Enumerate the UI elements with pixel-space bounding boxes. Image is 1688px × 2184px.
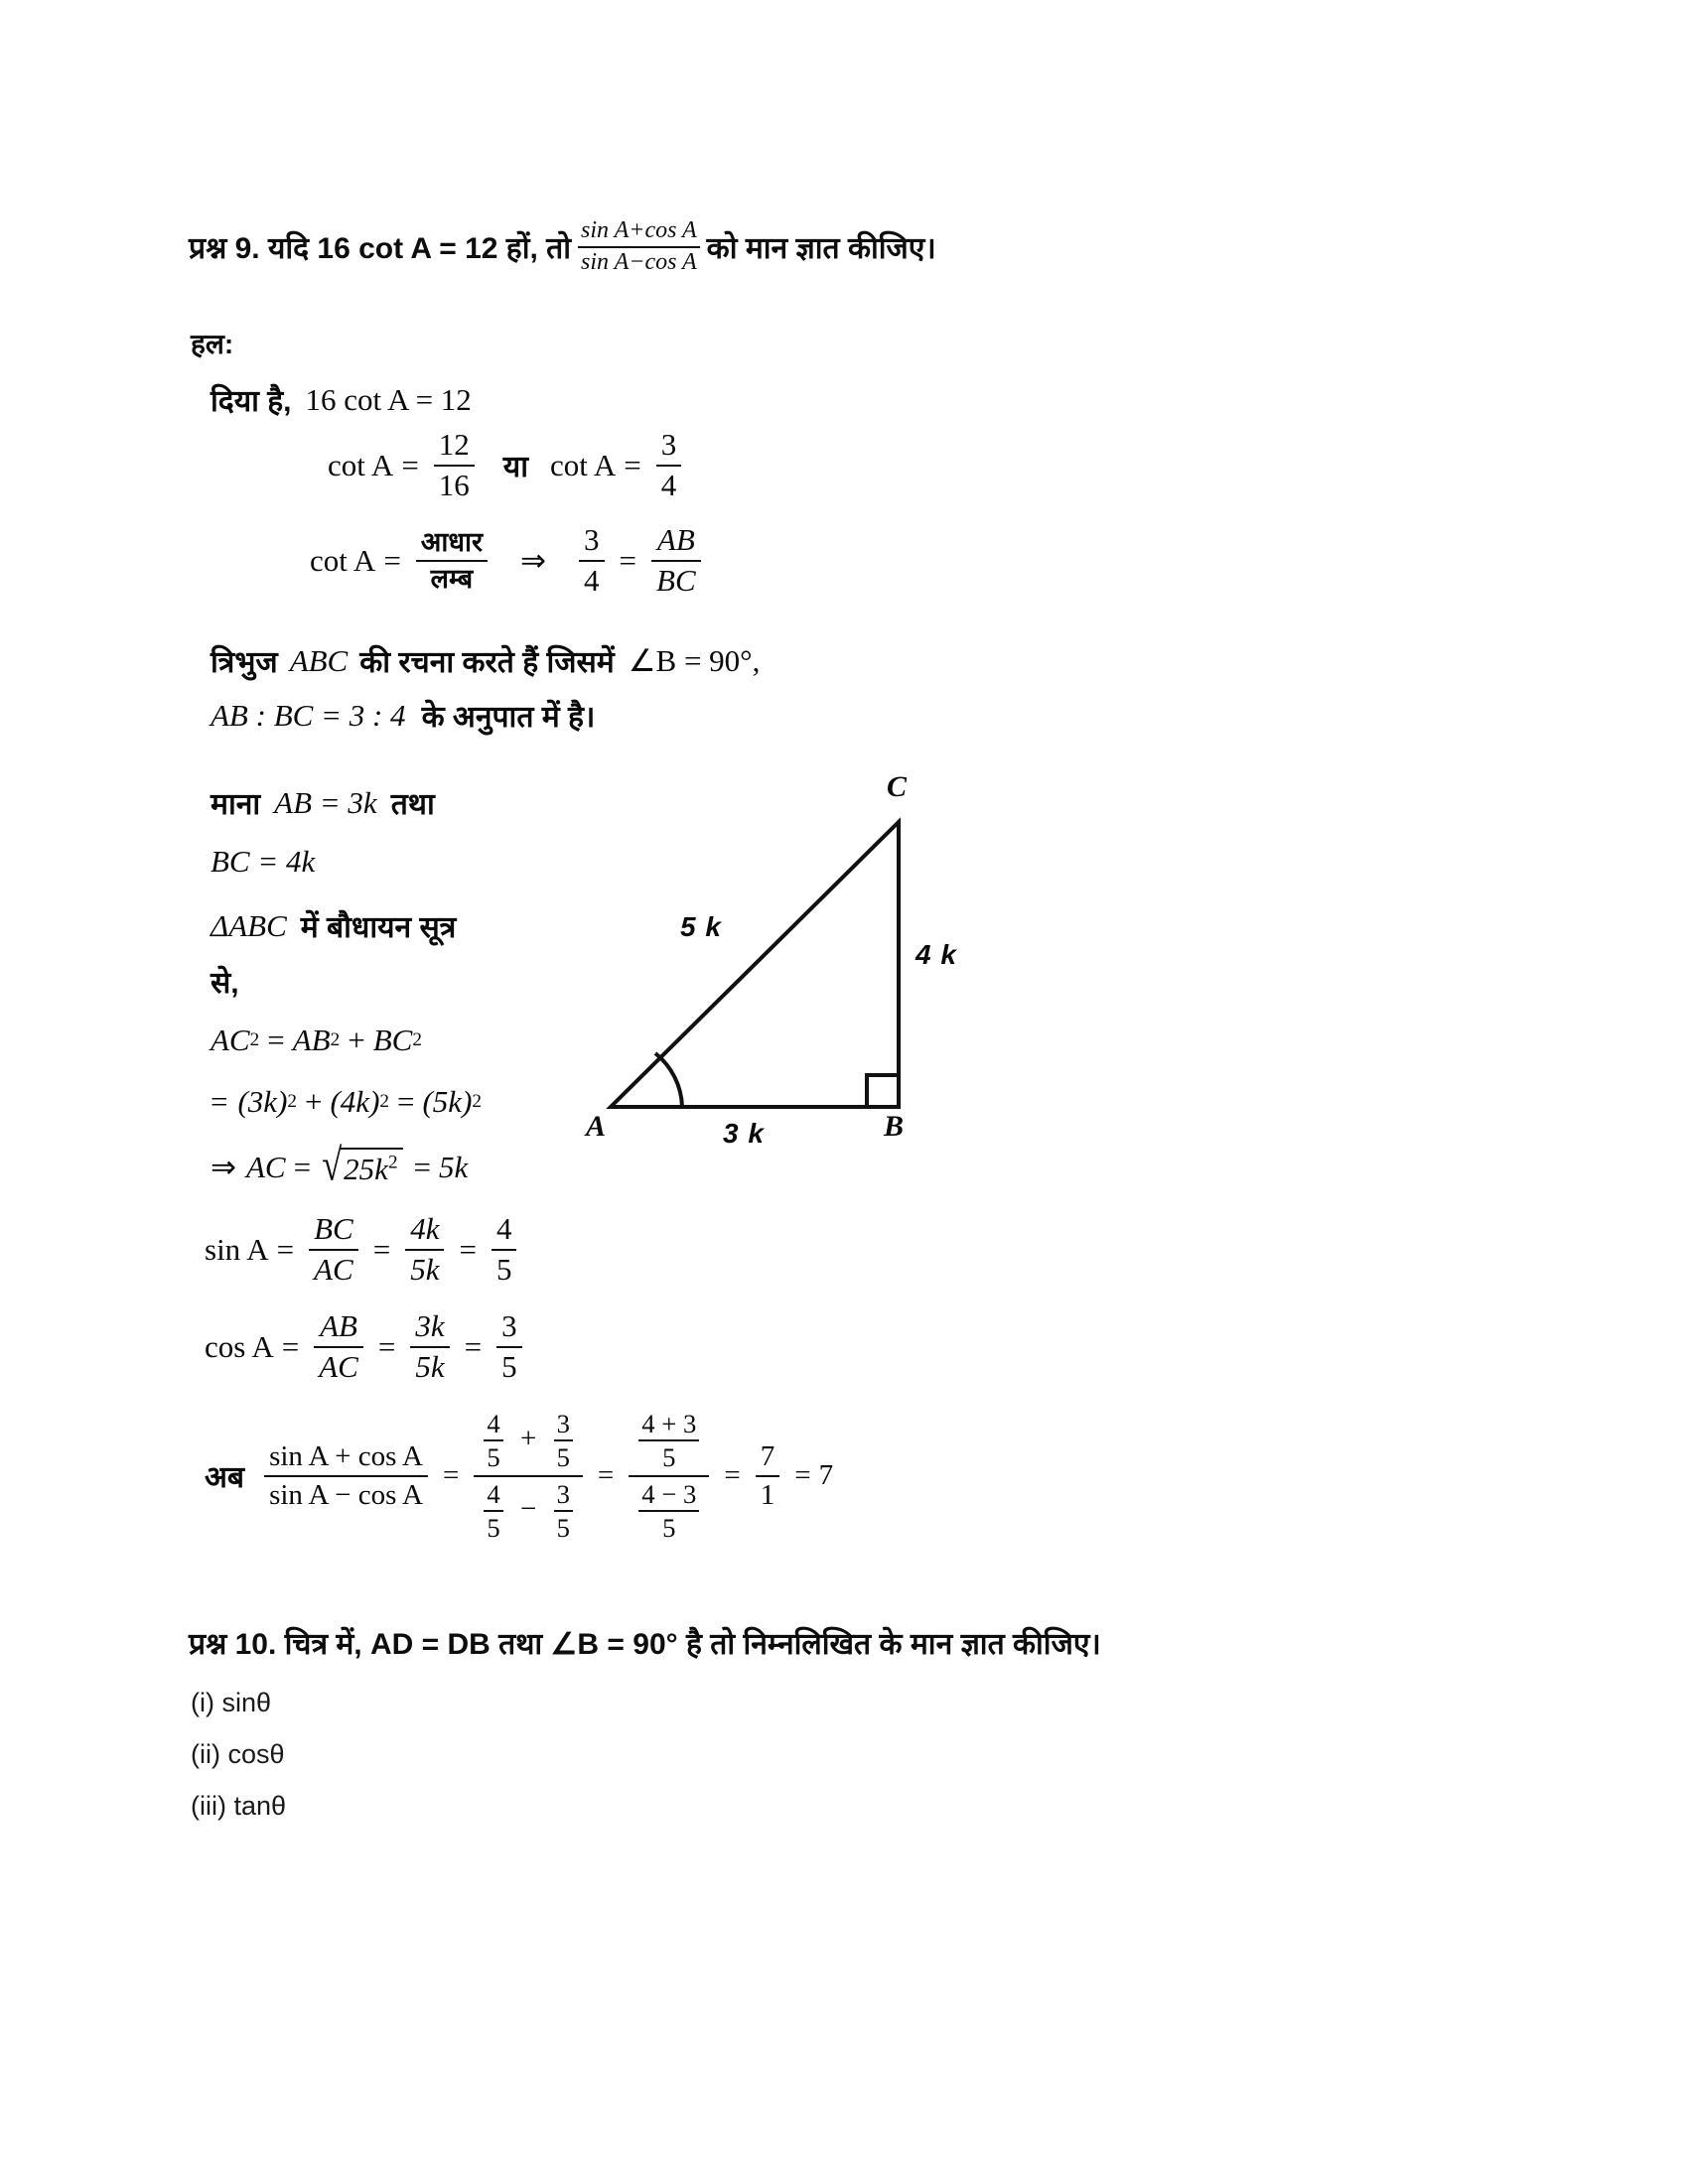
question-9-fraction-denominator: sin A−cos A bbox=[581, 248, 697, 275]
step-baudhayan-line-1 bbox=[211, 905, 456, 946]
equals-sign: = bbox=[276, 1231, 295, 1267]
equals-sign-2: = bbox=[397, 1084, 415, 1119]
equals-sign-2: = bbox=[619, 542, 637, 578]
numerator: 3 bbox=[556, 1409, 570, 1438]
fraction-4-over-5b bbox=[484, 1480, 502, 1543]
denominator-perpendicular-word: लम्ब bbox=[430, 563, 474, 594]
fraction-3k-over-5k bbox=[410, 1310, 449, 1384]
equals-sign-2: = bbox=[597, 1459, 615, 1492]
cot-a-label-3: cot A bbox=[310, 542, 376, 578]
denominator: AC bbox=[319, 1348, 358, 1384]
fraction-3-over-5 bbox=[496, 1310, 522, 1384]
step-cot-values bbox=[328, 429, 688, 502]
square-root-expression bbox=[322, 1139, 402, 1190]
step-construction-line-2 bbox=[211, 695, 595, 736]
baudhayan-text: में बौधायन सूत्र bbox=[300, 911, 457, 944]
fraction-4-over-5 bbox=[492, 1213, 517, 1287]
bc-assignment: BC = 4k bbox=[211, 844, 316, 879]
compound-fraction bbox=[474, 1410, 583, 1542]
equals-sign-1: = bbox=[443, 1459, 460, 1492]
implies-arrow: ⇒ bbox=[520, 542, 547, 578]
cot-a-label-1: cot A bbox=[328, 447, 394, 482]
plus-sign: + bbox=[305, 1084, 323, 1119]
plus-sign: + bbox=[519, 1422, 537, 1454]
step-construction-line-1 bbox=[211, 640, 760, 681]
denominator: 5 bbox=[662, 1512, 676, 1543]
right-angle-marker-at-B bbox=[867, 1075, 899, 1107]
equals-sign-3: = bbox=[464, 1328, 483, 1364]
denominator: 1 bbox=[760, 1478, 775, 1511]
numerator: 4k bbox=[410, 1211, 440, 1246]
denominator: 5k bbox=[410, 1251, 440, 1287]
radical-sign: √ bbox=[322, 1139, 343, 1190]
implies-arrow: ⇒ bbox=[211, 1150, 236, 1184]
fraction-AB-over-BC bbox=[651, 524, 701, 598]
denominator: 4 bbox=[584, 562, 600, 598]
equals-sign: = bbox=[293, 1150, 312, 1184]
bc-term: BC bbox=[372, 1023, 413, 1057]
compound-numerator bbox=[474, 1410, 583, 1475]
side-ratio: AB : BC = 3 : 4 bbox=[211, 697, 406, 733]
numerator: 3k bbox=[415, 1308, 445, 1343]
numerator: 3 bbox=[556, 1478, 570, 1509]
numerator: 12 bbox=[438, 427, 470, 462]
numerator: 3 bbox=[660, 427, 677, 462]
step-pythagoras-2: = (3k) 2 + (4k) 2 = (5k) 2 bbox=[211, 1084, 482, 1119]
fraction-4plus3-over-5 bbox=[638, 1410, 699, 1472]
denominator: 5 bbox=[662, 1442, 676, 1473]
step-final-evaluation bbox=[205, 1410, 833, 1542]
question-10-item-i: (i) sinθ bbox=[191, 1688, 272, 1717]
baudhayan-text-2: से, bbox=[211, 967, 239, 1000]
vertex-label-B: B bbox=[884, 1110, 905, 1143]
construction-text-a: त्रिभुज bbox=[211, 646, 278, 679]
angle-b-condition: ∠B = 90°, bbox=[628, 642, 761, 678]
equals-sign-2: = bbox=[372, 1231, 391, 1267]
question-10-heading: प्रश्न 10. चित्र में, AD = DB तथा ∠B = 90° है तो निम्नलिखित के मान ज्ञात कीजिए। bbox=[189, 1628, 1101, 1661]
side-label-vertical-4k: 4 k bbox=[915, 939, 957, 970]
equals-sign-2: = bbox=[413, 1150, 432, 1184]
ab-term: AB bbox=[292, 1023, 331, 1057]
given-equation: 16 cot A = 12 bbox=[305, 381, 472, 417]
numerator: 4 bbox=[487, 1409, 500, 1438]
denominator: 5 bbox=[495, 1251, 512, 1287]
fraction-sin-plus-cos-over-sin-minus-cos bbox=[264, 1441, 428, 1510]
question-10-item-ii: (ii) cosθ bbox=[191, 1739, 285, 1769]
fraction-12-over-16 bbox=[434, 429, 475, 502]
fraction-BC-over-AC bbox=[309, 1213, 358, 1287]
side-label-base-3k: 3 k bbox=[723, 1118, 765, 1149]
question-9-heading bbox=[189, 217, 936, 278]
numerator: 4 + 3 bbox=[641, 1409, 697, 1438]
numerator: BC bbox=[314, 1211, 353, 1246]
fraction-AB-over-AC bbox=[314, 1310, 363, 1384]
term-5k: (5k) bbox=[422, 1084, 473, 1119]
right-triangle-figure bbox=[586, 764, 993, 1161]
step-baudhayan-line-2 bbox=[211, 961, 239, 1002]
fraction-4-over-5 bbox=[484, 1410, 502, 1472]
denominator: BC bbox=[656, 562, 696, 598]
equals-sign: = bbox=[383, 542, 401, 578]
fraction-4k-over-5k bbox=[405, 1213, 444, 1287]
denominator: sin A − cos A bbox=[269, 1478, 424, 1511]
denominator: 4 bbox=[660, 467, 677, 502]
question-9-expression-fraction bbox=[578, 218, 700, 276]
simplified-denominator bbox=[629, 1477, 709, 1543]
ab-assignment: AB = 3k bbox=[274, 784, 377, 820]
question-10-item-iii: (iii) tanθ bbox=[191, 1791, 287, 1821]
equals-sign-3: = bbox=[459, 1231, 477, 1267]
question-9-prefix: प्रश्न 9. यदि 16 cot A = 12 हों, तो bbox=[189, 232, 572, 266]
fraction-3-over-4b bbox=[579, 524, 605, 598]
minus-sign: − bbox=[519, 1492, 537, 1525]
denominator: 5 bbox=[487, 1442, 500, 1473]
numerator: 3 bbox=[501, 1308, 517, 1343]
ac-result: 5k bbox=[439, 1150, 469, 1184]
cot-a-label-2: cot A bbox=[549, 447, 617, 482]
exponent: 2 bbox=[387, 1152, 398, 1173]
equals-sign: = bbox=[401, 447, 419, 482]
ac-term: AC bbox=[245, 1150, 286, 1184]
step-pythagoras-1: AC 2 = AB 2 + BC 2 bbox=[211, 1023, 422, 1057]
step-cos-a bbox=[205, 1310, 529, 1384]
now-word: अब bbox=[205, 1461, 245, 1495]
denominator: 5k bbox=[415, 1348, 445, 1384]
vertex-label-A: A bbox=[586, 1110, 607, 1143]
radicand-value: 25k bbox=[344, 1152, 388, 1186]
triangle-name: ABC bbox=[289, 642, 349, 678]
fraction-3-over-5b bbox=[554, 1480, 573, 1543]
denominator: 16 bbox=[438, 467, 470, 502]
denominator: 5 bbox=[501, 1348, 517, 1384]
fraction-3-over-4 bbox=[656, 429, 682, 502]
construction-text-b: की रचना करते हैं जिसमें bbox=[359, 646, 615, 679]
side-label-hypotenuse-5k: 5 k bbox=[680, 911, 722, 942]
plus-sign: + bbox=[348, 1023, 365, 1057]
step-sin-a bbox=[205, 1213, 523, 1287]
equals-sign: = bbox=[281, 1328, 300, 1364]
ratio-text: के अनुपात में है। bbox=[421, 701, 596, 734]
numerator: 7 bbox=[760, 1439, 775, 1472]
question-9-fraction-numerator: sin A+cos A bbox=[581, 217, 697, 243]
fraction-7-over-1 bbox=[756, 1441, 780, 1510]
equals-sign: = bbox=[211, 1084, 228, 1119]
step-cot-definition bbox=[310, 524, 708, 598]
denominator: 5 bbox=[556, 1512, 570, 1543]
numerator: AB bbox=[320, 1308, 357, 1343]
vertex-label-C: C bbox=[887, 770, 908, 803]
numerator: 4 bbox=[487, 1478, 500, 1509]
equals-sign-4: = bbox=[794, 1459, 811, 1492]
term-4k: (4k) bbox=[330, 1084, 380, 1119]
question-9-suffix: को मान ज्ञात कीजिए। bbox=[706, 232, 936, 266]
triangle-outline bbox=[611, 822, 899, 1107]
simplified-compound-fraction bbox=[629, 1410, 709, 1542]
triangle-abc-symbol: ΔABC bbox=[211, 907, 287, 943]
numerator: 4 − 3 bbox=[641, 1478, 697, 1509]
denominator: 5 bbox=[487, 1512, 500, 1543]
and-word: तथा bbox=[390, 788, 435, 821]
numerator: 4 bbox=[495, 1211, 512, 1246]
cos-a-label: cos A bbox=[205, 1328, 274, 1364]
step-given bbox=[211, 379, 472, 420]
equals-sign-3: = bbox=[724, 1459, 741, 1492]
denominator: AC bbox=[314, 1251, 353, 1287]
equals-sign-2: = bbox=[377, 1328, 396, 1364]
equals-sign-2: = bbox=[624, 447, 641, 482]
denominator: 5 bbox=[556, 1442, 570, 1473]
step-assume-line-2 bbox=[211, 844, 315, 880]
fraction-3-over-5 bbox=[554, 1410, 573, 1472]
final-answer: 7 bbox=[818, 1459, 834, 1492]
solution-label: हल: bbox=[191, 329, 234, 359]
step-assume-line-1 bbox=[211, 782, 435, 823]
term-3k: (3k) bbox=[237, 1084, 288, 1119]
fraction-base-over-perpendicular bbox=[416, 528, 488, 593]
compound-denominator bbox=[474, 1477, 583, 1543]
step-ac-value bbox=[211, 1139, 469, 1190]
simplified-numerator bbox=[629, 1410, 709, 1475]
equals-sign: = bbox=[267, 1023, 285, 1057]
ac-term: AC bbox=[211, 1023, 250, 1057]
given-word: दिया है, bbox=[211, 385, 292, 418]
or-word: या bbox=[502, 451, 528, 484]
numerator: 3 bbox=[584, 522, 600, 557]
numerator-base-word: आधार bbox=[420, 527, 484, 558]
fraction-4minus3-over-5 bbox=[638, 1480, 699, 1543]
numerator: sin A + cos A bbox=[269, 1439, 424, 1472]
radicand bbox=[341, 1148, 402, 1187]
sin-a-label: sin A bbox=[205, 1231, 269, 1267]
numerator: AB bbox=[656, 522, 695, 557]
assume-word: माना bbox=[211, 788, 261, 821]
